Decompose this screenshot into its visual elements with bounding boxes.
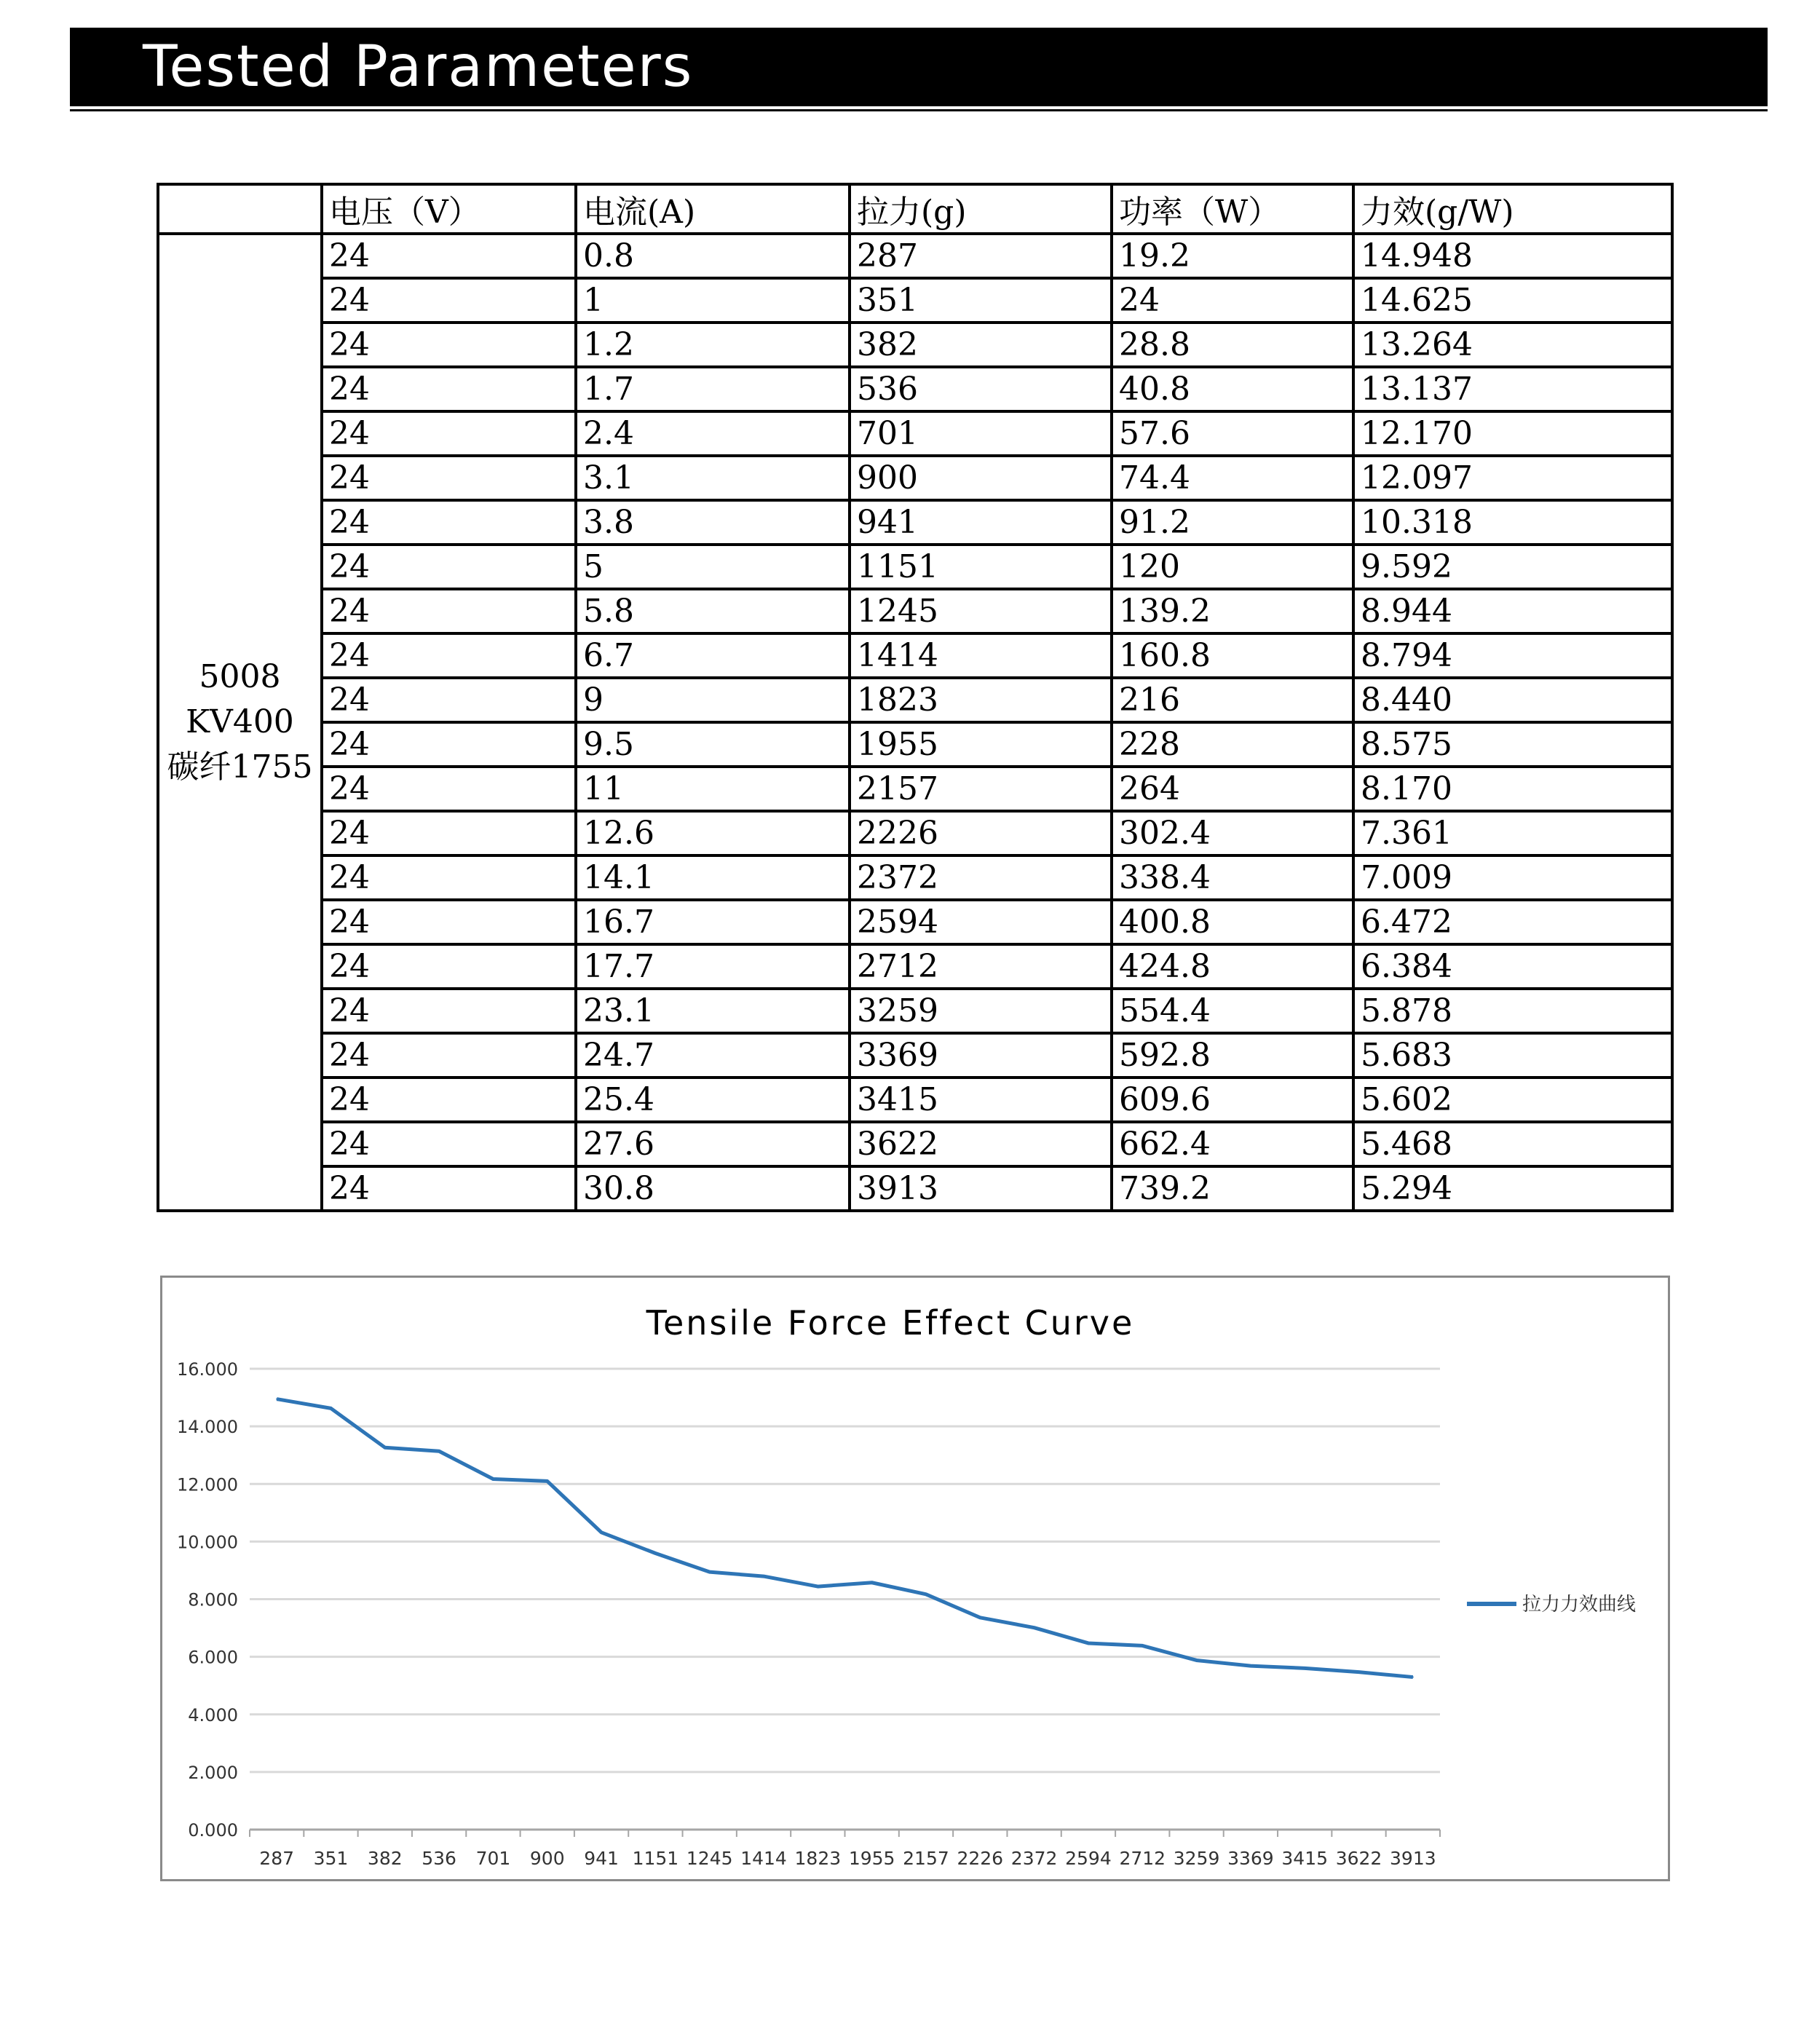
thrust-cell: 382 bbox=[850, 323, 1112, 367]
thrust-cell: 2157 bbox=[850, 767, 1112, 811]
voltage-cell: 24 bbox=[322, 367, 576, 411]
header-current: 电流(A) bbox=[576, 184, 850, 234]
efficiency-cell: 5.468 bbox=[1353, 1122, 1672, 1166]
efficiency-cell: 8.944 bbox=[1353, 589, 1672, 633]
current-cell: 0.8 bbox=[576, 234, 850, 278]
x-tick-label: 1955 bbox=[848, 1848, 895, 1869]
power-cell: 139.2 bbox=[1112, 589, 1353, 633]
page-title: Tested Parameters bbox=[143, 34, 694, 100]
current-cell: 5 bbox=[576, 545, 850, 589]
efficiency-cell: 12.097 bbox=[1353, 456, 1672, 500]
y-tick-label: 0.000 bbox=[188, 1820, 238, 1841]
data-point bbox=[925, 1594, 927, 1595]
voltage-cell: 24 bbox=[322, 633, 576, 678]
thrust-cell: 3259 bbox=[850, 989, 1112, 1033]
x-tick-label: 3415 bbox=[1281, 1848, 1329, 1869]
header-efficiency: 力效(g/W) bbox=[1353, 184, 1672, 234]
thrust-cell: 1414 bbox=[850, 633, 1112, 678]
table-row bbox=[158, 234, 1672, 278]
current-cell: 2.4 bbox=[576, 411, 850, 456]
current-cell: 23.1 bbox=[576, 989, 850, 1033]
efficiency-cell: 5.878 bbox=[1353, 989, 1672, 1033]
y-tick-label: 8.000 bbox=[188, 1589, 238, 1610]
power-cell: 28.8 bbox=[1112, 323, 1353, 367]
x-tick-label: 1414 bbox=[740, 1848, 787, 1869]
table-row bbox=[158, 323, 1672, 367]
power-cell: 554.4 bbox=[1112, 989, 1353, 1033]
legend-label: 拉力力效曲线 bbox=[1522, 1594, 1637, 1616]
chart-title: Tensile Force Effect Curve bbox=[646, 1303, 1135, 1343]
table-row bbox=[158, 411, 1672, 456]
data-point bbox=[871, 1582, 873, 1584]
series-line bbox=[277, 1399, 1413, 1677]
power-cell: 40.8 bbox=[1112, 367, 1353, 411]
thrust-cell: 3415 bbox=[850, 1078, 1112, 1122]
thrust-cell: 900 bbox=[850, 456, 1112, 500]
table-row bbox=[158, 589, 1672, 633]
power-cell: 19.2 bbox=[1112, 234, 1353, 278]
efficiency-cell: 8.794 bbox=[1353, 633, 1672, 678]
y-tick-label: 10.000 bbox=[177, 1532, 238, 1553]
data-point bbox=[492, 1479, 494, 1480]
voltage-cell: 24 bbox=[322, 589, 576, 633]
thrust-cell: 3913 bbox=[850, 1166, 1112, 1211]
current-cell: 9.5 bbox=[576, 722, 850, 767]
power-cell: 264 bbox=[1112, 767, 1353, 811]
table-row bbox=[158, 1122, 1672, 1166]
current-cell: 14.1 bbox=[576, 855, 850, 900]
x-tick-label: 2372 bbox=[1010, 1848, 1058, 1869]
current-cell: 11 bbox=[576, 767, 850, 811]
efficiency-cell: 5.294 bbox=[1353, 1166, 1672, 1211]
x-tick-label: 351 bbox=[313, 1848, 349, 1869]
current-cell: 16.7 bbox=[576, 900, 850, 944]
power-cell: 609.6 bbox=[1112, 1078, 1353, 1122]
thrust-cell: 2712 bbox=[850, 944, 1112, 989]
voltage-cell: 24 bbox=[322, 1166, 576, 1211]
data-point bbox=[547, 1480, 548, 1482]
table-row bbox=[158, 367, 1672, 411]
thrust-cell: 536 bbox=[850, 367, 1112, 411]
voltage-cell: 24 bbox=[322, 767, 576, 811]
power-cell: 91.2 bbox=[1112, 500, 1353, 545]
power-cell: 592.8 bbox=[1112, 1033, 1353, 1078]
voltage-cell: 24 bbox=[322, 500, 576, 545]
x-tick-label: 941 bbox=[584, 1848, 619, 1869]
current-cell: 30.8 bbox=[576, 1166, 850, 1211]
current-cell: 27.6 bbox=[576, 1122, 850, 1166]
power-cell: 228 bbox=[1112, 722, 1353, 767]
power-cell: 302.4 bbox=[1112, 811, 1353, 855]
power-cell: 120 bbox=[1112, 545, 1353, 589]
thrust-cell: 2594 bbox=[850, 900, 1112, 944]
voltage-cell: 24 bbox=[322, 900, 576, 944]
data-point bbox=[330, 1407, 331, 1409]
thrust-cell: 701 bbox=[850, 411, 1112, 456]
thrust-cell: 1823 bbox=[850, 678, 1112, 722]
efficiency-cell: 7.361 bbox=[1353, 811, 1672, 855]
table-row bbox=[158, 678, 1672, 722]
header-blank bbox=[158, 184, 322, 234]
power-cell: 400.8 bbox=[1112, 900, 1353, 944]
efficiency-cell: 8.440 bbox=[1353, 678, 1672, 722]
model-cell bbox=[158, 234, 322, 1211]
current-cell: 6.7 bbox=[576, 633, 850, 678]
x-tick-label: 701 bbox=[475, 1848, 511, 1869]
table-row bbox=[158, 900, 1672, 944]
current-cell: 25.4 bbox=[576, 1078, 850, 1122]
efficiency-chart bbox=[162, 1278, 1668, 1879]
y-tick-label: 14.000 bbox=[177, 1417, 238, 1438]
thrust-cell: 2372 bbox=[850, 855, 1112, 900]
data-point bbox=[654, 1553, 656, 1554]
model-line: KV400 bbox=[186, 703, 294, 740]
table-row bbox=[158, 855, 1672, 900]
efficiency-cell: 13.264 bbox=[1353, 323, 1672, 367]
header-thrust: 拉力(g) bbox=[850, 184, 1112, 234]
x-tick-label: 3369 bbox=[1227, 1848, 1274, 1869]
power-cell: 216 bbox=[1112, 678, 1353, 722]
power-cell: 424.8 bbox=[1112, 944, 1353, 989]
x-tick-label: 3259 bbox=[1173, 1848, 1220, 1869]
x-tick-label: 3913 bbox=[1390, 1848, 1436, 1869]
data-point bbox=[1304, 1667, 1305, 1669]
data-point bbox=[1088, 1642, 1089, 1644]
efficiency-cell: 6.384 bbox=[1353, 944, 1672, 989]
current-cell: 17.7 bbox=[576, 944, 850, 989]
current-cell: 1 bbox=[576, 278, 850, 323]
power-cell: 739.2 bbox=[1112, 1166, 1353, 1211]
x-tick-label: 2226 bbox=[957, 1848, 1004, 1869]
voltage-cell: 24 bbox=[322, 456, 576, 500]
efficiency-cell: 12.170 bbox=[1353, 411, 1672, 456]
table-row bbox=[158, 767, 1672, 811]
x-tick-label: 1245 bbox=[686, 1848, 733, 1869]
data-point bbox=[817, 1586, 818, 1587]
x-tick-label: 1151 bbox=[632, 1848, 679, 1869]
thrust-cell: 1245 bbox=[850, 589, 1112, 633]
table-row bbox=[158, 545, 1672, 589]
x-tick-label: 900 bbox=[529, 1848, 565, 1869]
current-cell: 1.7 bbox=[576, 367, 850, 411]
efficiency-cell: 7.009 bbox=[1353, 855, 1672, 900]
model-line: 5008 bbox=[199, 658, 281, 695]
y-tick-label: 6.000 bbox=[188, 1647, 238, 1668]
voltage-cell: 24 bbox=[322, 234, 576, 278]
current-cell: 9 bbox=[576, 678, 850, 722]
model-line: 碳纤1755 bbox=[167, 748, 313, 786]
data-point bbox=[1250, 1665, 1251, 1667]
header-divider bbox=[70, 109, 1768, 111]
power-cell: 57.6 bbox=[1112, 411, 1353, 456]
voltage-cell: 24 bbox=[322, 1033, 576, 1078]
voltage-cell: 24 bbox=[322, 855, 576, 900]
efficiency-cell: 9.592 bbox=[1353, 545, 1672, 589]
y-tick-label: 16.000 bbox=[177, 1359, 238, 1380]
table-row bbox=[158, 989, 1672, 1033]
voltage-cell: 24 bbox=[322, 1122, 576, 1166]
table-row bbox=[158, 633, 1672, 678]
header-voltage: 电压（V） bbox=[322, 184, 576, 234]
table-row bbox=[158, 811, 1672, 855]
table-row bbox=[158, 278, 1672, 323]
x-tick-label: 2712 bbox=[1119, 1848, 1166, 1869]
header-power: 功率（W） bbox=[1112, 184, 1353, 234]
data-point bbox=[601, 1532, 602, 1533]
table-row bbox=[158, 456, 1672, 500]
table-row bbox=[158, 944, 1672, 989]
data-point bbox=[438, 1450, 440, 1452]
thrust-cell: 351 bbox=[850, 278, 1112, 323]
efficiency-cell: 14.625 bbox=[1353, 278, 1672, 323]
current-cell: 3.1 bbox=[576, 456, 850, 500]
voltage-cell: 24 bbox=[322, 811, 576, 855]
data-point bbox=[276, 1399, 277, 1400]
efficiency-cell: 6.472 bbox=[1353, 900, 1672, 944]
data-point bbox=[1196, 1659, 1198, 1661]
efficiency-cell: 5.683 bbox=[1353, 1033, 1672, 1078]
voltage-cell: 24 bbox=[322, 411, 576, 456]
efficiency-cell: 5.602 bbox=[1353, 1078, 1672, 1122]
table-row bbox=[158, 500, 1672, 545]
data-point bbox=[1142, 1645, 1143, 1646]
thrust-cell: 287 bbox=[850, 234, 1112, 278]
current-cell: 24.7 bbox=[576, 1033, 850, 1078]
thrust-cell: 941 bbox=[850, 500, 1112, 545]
efficiency-cell: 14.948 bbox=[1353, 234, 1672, 278]
x-tick-label: 3622 bbox=[1335, 1848, 1382, 1869]
thrust-cell: 3369 bbox=[850, 1033, 1112, 1078]
y-tick-label: 12.000 bbox=[177, 1474, 238, 1495]
header-banner bbox=[70, 28, 1768, 106]
voltage-cell: 24 bbox=[322, 989, 576, 1033]
thrust-cell: 1955 bbox=[850, 722, 1112, 767]
voltage-cell: 24 bbox=[322, 545, 576, 589]
data-point bbox=[1412, 1677, 1414, 1678]
power-cell: 74.4 bbox=[1112, 456, 1353, 500]
x-tick-label: 287 bbox=[259, 1848, 295, 1869]
data-point bbox=[979, 1617, 981, 1618]
efficiency-cell: 10.318 bbox=[1353, 500, 1672, 545]
voltage-cell: 24 bbox=[322, 944, 576, 989]
voltage-cell: 24 bbox=[322, 1078, 576, 1122]
power-cell: 338.4 bbox=[1112, 855, 1353, 900]
voltage-cell: 24 bbox=[322, 678, 576, 722]
table-row bbox=[158, 1078, 1672, 1122]
y-tick-label: 2.000 bbox=[188, 1762, 238, 1783]
parameters-table bbox=[157, 183, 1674, 1212]
power-cell: 24 bbox=[1112, 278, 1353, 323]
voltage-cell: 24 bbox=[322, 278, 576, 323]
thrust-cell: 1151 bbox=[850, 545, 1112, 589]
table-header-row bbox=[158, 184, 1672, 234]
power-cell: 160.8 bbox=[1112, 633, 1353, 678]
y-tick-label: 4.000 bbox=[188, 1704, 238, 1725]
x-tick-label: 536 bbox=[422, 1848, 456, 1869]
table-row bbox=[158, 1166, 1672, 1211]
current-cell: 12.6 bbox=[576, 811, 850, 855]
voltage-cell: 24 bbox=[322, 722, 576, 767]
data-point bbox=[1358, 1672, 1360, 1673]
x-tick-label: 382 bbox=[367, 1848, 403, 1869]
thrust-cell: 2226 bbox=[850, 811, 1112, 855]
current-cell: 3.8 bbox=[576, 500, 850, 545]
efficiency-cell: 8.170 bbox=[1353, 767, 1672, 811]
x-tick-label: 2594 bbox=[1065, 1848, 1112, 1869]
chart-container bbox=[160, 1276, 1670, 1881]
data-point bbox=[763, 1576, 764, 1577]
data-point bbox=[384, 1447, 386, 1448]
data-point bbox=[709, 1571, 711, 1573]
table-row bbox=[158, 722, 1672, 767]
x-tick-label: 1823 bbox=[794, 1848, 842, 1869]
x-tick-label: 2157 bbox=[903, 1848, 949, 1869]
thrust-cell: 3622 bbox=[850, 1122, 1112, 1166]
current-cell: 5.8 bbox=[576, 589, 850, 633]
efficiency-cell: 8.575 bbox=[1353, 722, 1672, 767]
power-cell: 662.4 bbox=[1112, 1122, 1353, 1166]
data-point bbox=[1034, 1627, 1035, 1629]
efficiency-cell: 13.137 bbox=[1353, 367, 1672, 411]
current-cell: 1.2 bbox=[576, 323, 850, 367]
voltage-cell: 24 bbox=[322, 323, 576, 367]
table-row bbox=[158, 1033, 1672, 1078]
